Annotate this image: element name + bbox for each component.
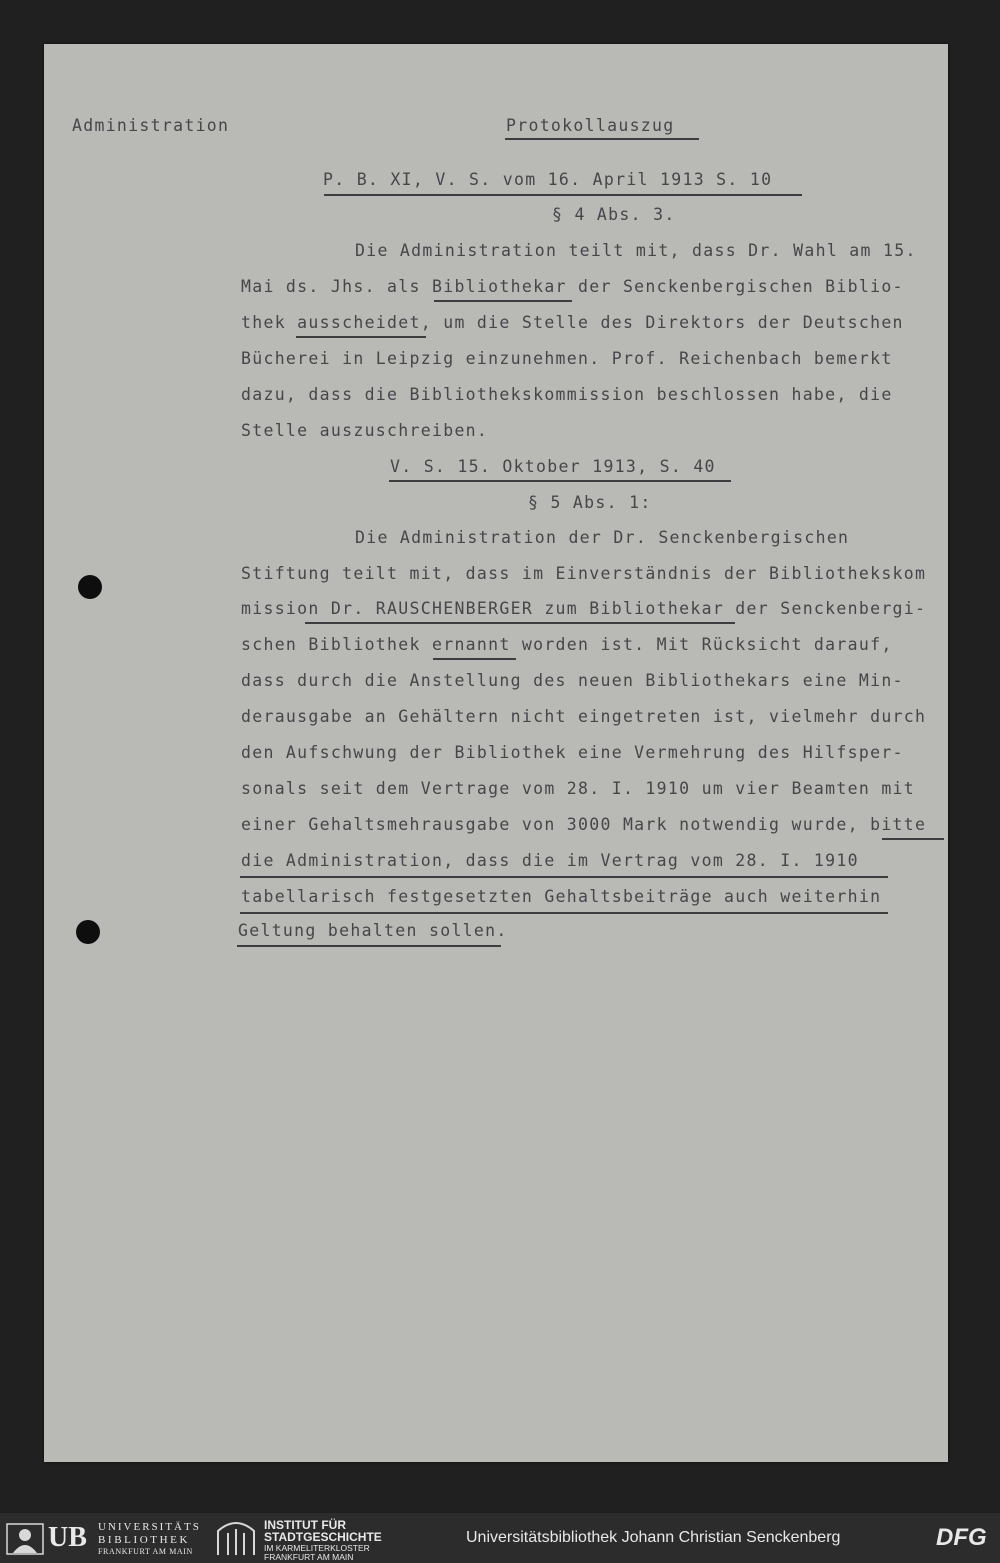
underline xyxy=(305,622,735,624)
paragraph-2-line: Stiftung teilt mit, dass im Einverständnis der Bibliothekskom xyxy=(241,564,927,583)
underline xyxy=(237,945,501,947)
paragraph-1-line: thek ausscheidet, um die Stelle des Direktors der Deutschen xyxy=(241,313,904,332)
header-left: Administration xyxy=(72,116,230,135)
paragraph-1-line: Mai ds. Jhs. als Bibliothekar der Senckenbergischen Biblio- xyxy=(241,277,904,296)
footer-library-name: Universitätsbibliothek Johann Christian Senckenberg xyxy=(466,1529,841,1546)
ub-logo-line: BIBLIOTHEK xyxy=(98,1534,190,1546)
isg-logo-line: INSTITUT FÜR xyxy=(264,1518,346,1532)
underline xyxy=(882,838,944,840)
underline xyxy=(296,336,426,338)
ub-logo-line: FRANKFURT AM MAIN xyxy=(98,1547,193,1556)
reference-line-1: P. B. XI, V. S. vom 16. April 1913 S. 10 xyxy=(323,170,773,189)
paragraph-2-line: die Administration, dass die im Vertrag vom 28. I. 1910 xyxy=(241,851,859,870)
underline xyxy=(434,300,572,302)
underline xyxy=(433,658,516,660)
isg-logo-line: STADTGESCHICHTE xyxy=(264,1530,382,1544)
paragraph-2-line: sonals seit dem Vertrage vom 28. I. 1910 um vier Beamten mit xyxy=(241,779,916,798)
section-heading-1: § 4 Abs. 3. xyxy=(552,205,676,224)
paragraph-1-line: dazu, dass die Bibliothekskommission beschlossen habe, die xyxy=(241,385,893,404)
paragraph-1-line: Stelle auszuschreiben. xyxy=(241,421,489,440)
paragraph-1-line: Die Administration teilt mit, dass Dr. Wahl am 15. xyxy=(355,241,917,260)
section-heading-2: § 5 Abs. 1: xyxy=(528,493,652,512)
dfg-logo: DFG xyxy=(936,1524,987,1551)
punch-hole xyxy=(76,920,100,944)
underline xyxy=(505,138,699,140)
paragraph-2-line: derausgabe an Gehältern nicht eingetreten ist, vielmehr durch xyxy=(241,707,927,726)
scholar-portrait-icon xyxy=(6,1523,44,1555)
isg-emblem-icon xyxy=(216,1521,256,1557)
underline xyxy=(389,480,731,482)
underline xyxy=(324,194,802,196)
document-page xyxy=(44,44,948,1462)
underline xyxy=(240,876,888,878)
paragraph-2-line: einer Gehaltsmehrausgabe von 3000 Mark notwendig wurde, bitte xyxy=(241,815,927,834)
footer-bar xyxy=(0,1513,1000,1563)
paragraph-2-line: Geltung behalten sollen. xyxy=(238,921,508,940)
reference-line-2: V. S. 15. Oktober 1913, S. 40 xyxy=(390,457,716,476)
paragraph-2-line: schen Bibliothek ernannt worden ist. Mit Rücksicht darauf, xyxy=(241,635,893,654)
punch-hole xyxy=(78,575,102,599)
underline xyxy=(240,912,888,914)
isg-logo-line: FRANKFURT AM MAIN xyxy=(264,1552,354,1562)
paragraph-2-line: Die Administration der Dr. Senckenbergischen xyxy=(355,528,850,547)
paragraph-2-line: dass durch die Anstellung des neuen Bibliothekars eine Min- xyxy=(241,671,904,690)
ub-logo-letters: UB xyxy=(48,1522,87,1553)
paragraph-1-line: Bücherei in Leipzig einzunehmen. Prof. Reichenbach bemerkt xyxy=(241,349,893,368)
isg-logo-line: IM KARMELITERKLOSTER xyxy=(264,1543,370,1553)
paragraph-2-line: den Aufschwung der Bibliothek eine Vermehrung des Hilfsper- xyxy=(241,743,904,762)
header-title: Protokollauszug xyxy=(506,116,675,135)
ub-logo-line: UNIVERSITÄTS xyxy=(98,1521,201,1533)
paragraph-2-line: tabellarisch festgesetzten Gehaltsbeiträge auch weiterhin xyxy=(241,887,882,906)
paragraph-2-line: mission Dr. RAUSCHENBERGER zum Bibliothekar der Senckenbergi- xyxy=(241,599,927,618)
